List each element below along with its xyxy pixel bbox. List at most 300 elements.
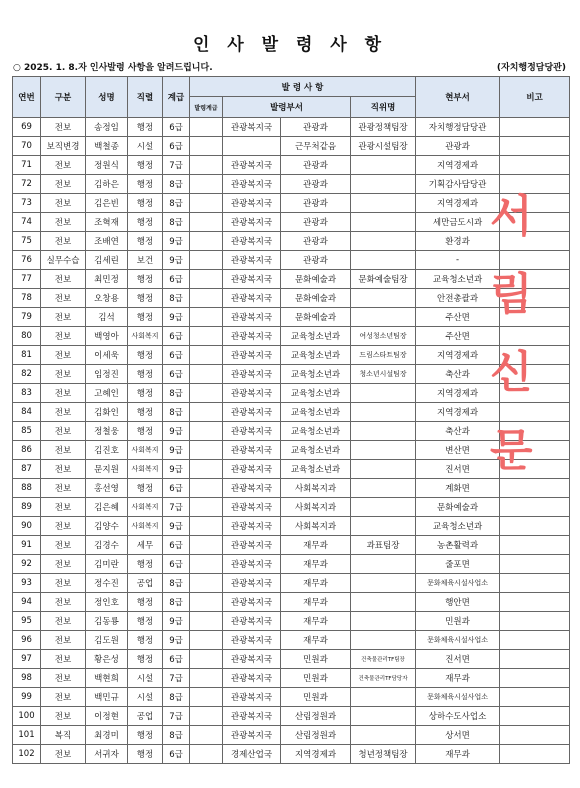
cell-order-grade xyxy=(190,194,223,213)
cell-order-bureau: 관광복지국 xyxy=(223,327,281,346)
cell-name: 김하은 xyxy=(86,175,128,194)
cell-no: 84 xyxy=(13,403,41,422)
cell-order-grade xyxy=(190,612,223,631)
cell-current: 주산면 xyxy=(416,308,500,327)
cell-order-grade xyxy=(190,707,223,726)
cell-name: 김동룡 xyxy=(86,612,128,631)
cell-no: 71 xyxy=(13,156,41,175)
cell-order-grade xyxy=(190,460,223,479)
cell-order-grade xyxy=(190,422,223,441)
cell-type: 보직변경 xyxy=(41,137,86,156)
cell-order-dept: 교육청소년과 xyxy=(281,441,351,460)
cell-current: 세만금도시과 xyxy=(416,213,500,232)
cell-note xyxy=(500,137,570,156)
cell-order-grade xyxy=(190,137,223,156)
header-note: 비고 xyxy=(500,77,570,118)
watermark-char: 림 xyxy=(490,269,533,320)
cell-current: 변산면 xyxy=(416,441,500,460)
cell-order-dept: 관광과 xyxy=(281,194,351,213)
cell-position xyxy=(351,479,416,498)
cell-order-bureau: 관광복지국 xyxy=(223,707,281,726)
cell-order-grade xyxy=(190,574,223,593)
cell-order-grade xyxy=(190,251,223,270)
cell-current: 지역경제과 xyxy=(416,194,500,213)
cell-order-bureau: 관광복지국 xyxy=(223,460,281,479)
header-order: 발 령 사 항 xyxy=(190,77,416,97)
cell-job: 행정 xyxy=(128,403,163,422)
table-row xyxy=(13,536,570,555)
cell-grade: 8급 xyxy=(163,213,190,232)
cell-order-dept: 교육청소년과 xyxy=(281,327,351,346)
cell-name: 문지원 xyxy=(86,460,128,479)
cell-type: 전보 xyxy=(41,745,86,764)
cell-no: 98 xyxy=(13,669,41,688)
cell-type: 전보 xyxy=(41,650,86,669)
cell-name: 서귀자 xyxy=(86,745,128,764)
cell-order-grade xyxy=(190,232,223,251)
cell-order-dept: 민원과 xyxy=(281,669,351,688)
cell-no: 99 xyxy=(13,688,41,707)
cell-job: 행정 xyxy=(128,213,163,232)
cell-grade: 6급 xyxy=(163,118,190,137)
cell-no: 100 xyxy=(13,707,41,726)
cell-no: 73 xyxy=(13,194,41,213)
cell-no: 78 xyxy=(13,289,41,308)
cell-grade: 8급 xyxy=(163,726,190,745)
watermark-char: 서 xyxy=(490,191,533,242)
cell-position xyxy=(351,289,416,308)
cell-order-dept: 산림정원과 xyxy=(281,726,351,745)
cell-job: 시설 xyxy=(128,688,163,707)
cell-grade: 6급 xyxy=(163,137,190,156)
cell-type: 전보 xyxy=(41,707,86,726)
cell-position xyxy=(351,593,416,612)
cell-order-grade xyxy=(190,688,223,707)
cell-position xyxy=(351,213,416,232)
cell-grade: 6급 xyxy=(163,536,190,555)
cell-job: 행정 xyxy=(128,593,163,612)
table-row xyxy=(13,593,570,612)
cell-name: 백철종 xyxy=(86,137,128,156)
cell-position xyxy=(351,251,416,270)
table-row xyxy=(13,422,570,441)
table-row xyxy=(13,555,570,574)
cell-order-grade xyxy=(190,517,223,536)
cell-current: 안전총괄과 xyxy=(416,289,500,308)
cell-order-dept: 재무과 xyxy=(281,593,351,612)
page-title: 인 사 발 령 사 항 xyxy=(192,35,388,55)
cell-position xyxy=(351,441,416,460)
cell-position xyxy=(351,612,416,631)
cell-order-bureau: 관광복지국 xyxy=(223,555,281,574)
cell-grade: 9급 xyxy=(163,232,190,251)
cell-type: 전보 xyxy=(41,346,86,365)
cell-current: 축산과 xyxy=(416,365,500,384)
cell-no: 90 xyxy=(13,517,41,536)
cell-no: 93 xyxy=(13,574,41,593)
cell-order-bureau: 관광복지국 xyxy=(223,346,281,365)
cell-position: 드림스타트팀장 xyxy=(351,346,416,365)
cell-order-dept: 교육청소년과 xyxy=(281,346,351,365)
cell-grade: 8급 xyxy=(163,175,190,194)
cell-job: 행정 xyxy=(128,479,163,498)
cell-order-bureau: 관광복지국 xyxy=(223,536,281,555)
cell-grade: 6급 xyxy=(163,745,190,764)
cell-name: 김경수 xyxy=(86,536,128,555)
cell-note xyxy=(500,118,570,137)
cell-grade: 6급 xyxy=(163,555,190,574)
cell-current: 교육청소년과 xyxy=(416,270,500,289)
table-row xyxy=(13,194,570,213)
cell-job: 행정 xyxy=(128,308,163,327)
cell-position xyxy=(351,631,416,650)
cell-job: 행정 xyxy=(128,384,163,403)
cell-order-grade xyxy=(190,270,223,289)
watermark-char: 신 xyxy=(490,347,533,398)
cell-current: 줄포면 xyxy=(416,555,500,574)
cell-type: 전보 xyxy=(41,555,86,574)
cell-current: 지역경제과 xyxy=(416,403,500,422)
table-row xyxy=(13,574,570,593)
cell-job: 공업 xyxy=(128,574,163,593)
table-row xyxy=(13,384,570,403)
cell-type: 전보 xyxy=(41,460,86,479)
cell-no: 97 xyxy=(13,650,41,669)
cell-order-grade xyxy=(190,384,223,403)
cell-order-grade xyxy=(190,175,223,194)
cell-order-bureau: 관광복지국 xyxy=(223,688,281,707)
cell-job: 행정 xyxy=(128,175,163,194)
cell-no: 76 xyxy=(13,251,41,270)
cell-position xyxy=(351,156,416,175)
header-name: 성명 xyxy=(86,77,128,118)
cell-job: 사회복지 xyxy=(128,517,163,536)
cell-grade: 9급 xyxy=(163,631,190,650)
cell-current: 지역경제과 xyxy=(416,346,500,365)
cell-name: 김화인 xyxy=(86,403,128,422)
cell-current: 상서면 xyxy=(416,726,500,745)
cell-order-grade xyxy=(190,536,223,555)
table-row xyxy=(13,137,570,156)
cell-no: 102 xyxy=(13,745,41,764)
table-row xyxy=(13,156,570,175)
cell-order-dept: 관광과 xyxy=(281,213,351,232)
cell-grade: 9급 xyxy=(163,251,190,270)
table-row xyxy=(13,365,570,384)
cell-grade: 9급 xyxy=(163,612,190,631)
cell-note xyxy=(500,669,570,688)
cell-no: 79 xyxy=(13,308,41,327)
cell-name: 고혜인 xyxy=(86,384,128,403)
cell-current: 문화체육시설사업소 xyxy=(416,631,500,650)
table-row xyxy=(13,213,570,232)
cell-order-grade xyxy=(190,118,223,137)
cell-type: 전보 xyxy=(41,327,86,346)
cell-order-grade xyxy=(190,593,223,612)
cell-order-grade xyxy=(190,726,223,745)
cell-order-dept: 관광과 xyxy=(281,175,351,194)
cell-order-dept: 재무과 xyxy=(281,631,351,650)
cell-no: 94 xyxy=(13,593,41,612)
table-row xyxy=(13,726,570,745)
table-row xyxy=(13,346,570,365)
cell-no: 89 xyxy=(13,498,41,517)
cell-order-bureau: 관광복지국 xyxy=(223,403,281,422)
cell-order-bureau: 관광복지국 xyxy=(223,175,281,194)
table-row xyxy=(13,631,570,650)
cell-grade: 7급 xyxy=(163,707,190,726)
table-row xyxy=(13,308,570,327)
cell-name: 백영아 xyxy=(86,327,128,346)
cell-order-dept: 관광과 xyxy=(281,156,351,175)
cell-name: 김은혜 xyxy=(86,498,128,517)
cell-order-dept: 문화예술과 xyxy=(281,308,351,327)
cell-job: 행정 xyxy=(128,612,163,631)
cell-job: 행정 xyxy=(128,650,163,669)
cell-type: 전보 xyxy=(41,175,86,194)
cell-position xyxy=(351,384,416,403)
cell-name: 정철웅 xyxy=(86,422,128,441)
cell-name: 이정현 xyxy=(86,707,128,726)
cell-order-dept: 교육청소년과 xyxy=(281,365,351,384)
cell-note xyxy=(500,631,570,650)
cell-name: 백현희 xyxy=(86,669,128,688)
cell-type: 전보 xyxy=(41,213,86,232)
cell-job: 사회복지 xyxy=(128,441,163,460)
cell-type: 전보 xyxy=(41,479,86,498)
cell-type: 전보 xyxy=(41,498,86,517)
cell-current: - xyxy=(416,251,500,270)
cell-order-bureau: 관광복지국 xyxy=(223,270,281,289)
cell-order-grade xyxy=(190,745,223,764)
cell-grade: 6급 xyxy=(163,365,190,384)
cell-position xyxy=(351,707,416,726)
cell-grade: 8급 xyxy=(163,403,190,422)
cell-order-dept: 재무과 xyxy=(281,536,351,555)
cell-order-grade xyxy=(190,631,223,650)
cell-type: 전보 xyxy=(41,593,86,612)
cell-grade: 8급 xyxy=(163,289,190,308)
cell-type: 전보 xyxy=(41,536,86,555)
table-row xyxy=(13,650,570,669)
cell-order-dept: 근무처같음 xyxy=(281,137,351,156)
cell-position xyxy=(351,460,416,479)
cell-job: 행정 xyxy=(128,555,163,574)
cell-no: 86 xyxy=(13,441,41,460)
cell-order-dept: 재무과 xyxy=(281,555,351,574)
cell-order-bureau: 관광복지국 xyxy=(223,213,281,232)
header-order-dept: 발령부서 xyxy=(223,97,351,118)
cell-name: 오창용 xyxy=(86,289,128,308)
cell-note xyxy=(500,707,570,726)
cell-current: 문화체육시설사업소 xyxy=(416,574,500,593)
cell-grade: 6급 xyxy=(163,270,190,289)
cell-job: 사회복지 xyxy=(128,327,163,346)
cell-name: 조배연 xyxy=(86,232,128,251)
cell-position xyxy=(351,688,416,707)
personnel-table xyxy=(12,76,570,764)
cell-type: 전보 xyxy=(41,308,86,327)
cell-name: 최경미 xyxy=(86,726,128,745)
cell-job: 행정 xyxy=(128,232,163,251)
cell-grade: 9급 xyxy=(163,460,190,479)
cell-current: 계화면 xyxy=(416,479,500,498)
table-row xyxy=(13,688,570,707)
table-row xyxy=(13,289,570,308)
cell-grade: 7급 xyxy=(163,498,190,517)
cell-name: 이세욱 xyxy=(86,346,128,365)
cell-order-dept: 문화예술과 xyxy=(281,270,351,289)
table-row xyxy=(13,479,570,498)
cell-order-dept: 산림정원과 xyxy=(281,707,351,726)
cell-note xyxy=(500,650,570,669)
cell-current: 행안면 xyxy=(416,593,500,612)
cell-type: 전보 xyxy=(41,669,86,688)
table-row xyxy=(13,175,570,194)
cell-position xyxy=(351,403,416,422)
cell-current: 재무과 xyxy=(416,745,500,764)
cell-order-bureau: 관광복지국 xyxy=(223,498,281,517)
cell-grade: 9급 xyxy=(163,441,190,460)
cell-current: 민원과 xyxy=(416,612,500,631)
cell-position xyxy=(351,232,416,251)
cell-grade: 9급 xyxy=(163,422,190,441)
cell-job: 보건 xyxy=(128,251,163,270)
cell-order-bureau: 관광복지국 xyxy=(223,517,281,536)
cell-current: 주산면 xyxy=(416,327,500,346)
cell-no: 75 xyxy=(13,232,41,251)
watermark-char: 문 xyxy=(490,425,533,476)
cell-order-dept: 민원과 xyxy=(281,688,351,707)
cell-current: 농촌활력과 xyxy=(416,536,500,555)
cell-no: 80 xyxy=(13,327,41,346)
cell-position: 청소년시설팀장 xyxy=(351,365,416,384)
cell-order-grade xyxy=(190,327,223,346)
table-row xyxy=(13,517,570,536)
cell-position xyxy=(351,555,416,574)
cell-no: 85 xyxy=(13,422,41,441)
cell-position: 건축물관리TF팀장 xyxy=(351,650,416,669)
cell-order-grade xyxy=(190,156,223,175)
cell-no: 82 xyxy=(13,365,41,384)
cell-no: 96 xyxy=(13,631,41,650)
cell-name: 김양수 xyxy=(86,517,128,536)
cell-current: 자치행정담당관 xyxy=(416,118,500,137)
cell-order-dept: 관광과 xyxy=(281,232,351,251)
cell-type: 전보 xyxy=(41,441,86,460)
cell-type: 실무수습 xyxy=(41,251,86,270)
cell-name: 김은빈 xyxy=(86,194,128,213)
cell-position: 관광시설팀장 xyxy=(351,137,416,156)
cell-name: 임정진 xyxy=(86,365,128,384)
cell-job: 시설 xyxy=(128,137,163,156)
cell-grade: 9급 xyxy=(163,308,190,327)
table-row xyxy=(13,118,570,137)
cell-type: 전보 xyxy=(41,270,86,289)
cell-job: 행정 xyxy=(128,631,163,650)
cell-note xyxy=(500,536,570,555)
cell-current: 문화체육시설사업소 xyxy=(416,688,500,707)
cell-order-grade xyxy=(190,308,223,327)
cell-type: 전보 xyxy=(41,517,86,536)
cell-no: 74 xyxy=(13,213,41,232)
cell-grade: 6급 xyxy=(163,327,190,346)
cell-order-grade xyxy=(190,441,223,460)
cell-order-grade xyxy=(190,213,223,232)
cell-type: 전보 xyxy=(41,403,86,422)
cell-name: 조혁재 xyxy=(86,213,128,232)
cell-name: 백민규 xyxy=(86,688,128,707)
cell-job: 행정 xyxy=(128,156,163,175)
cell-current: 교육청소년과 xyxy=(416,517,500,536)
cell-job: 행정 xyxy=(128,726,163,745)
cell-current: 관광과 xyxy=(416,137,500,156)
cell-no: 95 xyxy=(13,612,41,631)
cell-position xyxy=(351,422,416,441)
cell-current: 지역경제과 xyxy=(416,156,500,175)
cell-position: 청년정책팀장 xyxy=(351,745,416,764)
table-row xyxy=(13,270,570,289)
cell-grade: 6급 xyxy=(163,346,190,365)
cell-position xyxy=(351,517,416,536)
table-row xyxy=(13,745,570,764)
cell-type: 전보 xyxy=(41,289,86,308)
cell-job: 행정 xyxy=(128,270,163,289)
cell-order-grade xyxy=(190,498,223,517)
cell-note xyxy=(500,479,570,498)
cell-name: 김미란 xyxy=(86,555,128,574)
cell-position xyxy=(351,574,416,593)
cell-grade: 9급 xyxy=(163,517,190,536)
cell-name: 홍선영 xyxy=(86,479,128,498)
cell-order-dept: 민원과 xyxy=(281,650,351,669)
cell-order-bureau: 관광복지국 xyxy=(223,156,281,175)
cell-order-bureau: 관광복지국 xyxy=(223,631,281,650)
cell-order-grade xyxy=(190,555,223,574)
cell-type: 전보 xyxy=(41,156,86,175)
cell-job: 사회복지 xyxy=(128,460,163,479)
cell-note xyxy=(500,574,570,593)
department-label: (자치행정담당관) xyxy=(496,63,566,73)
cell-current: 재무과 xyxy=(416,669,500,688)
cell-order-bureau: 관광복지국 xyxy=(223,574,281,593)
cell-order-dept: 재무과 xyxy=(281,612,351,631)
cell-no: 72 xyxy=(13,175,41,194)
cell-order-bureau: 관광복지국 xyxy=(223,441,281,460)
cell-type: 전보 xyxy=(41,194,86,213)
cell-no: 92 xyxy=(13,555,41,574)
cell-order-dept: 문화예술과 xyxy=(281,289,351,308)
cell-no: 101 xyxy=(13,726,41,745)
cell-current: 지역경제과 xyxy=(416,384,500,403)
cell-type: 전보 xyxy=(41,631,86,650)
cell-grade: 8급 xyxy=(163,688,190,707)
cell-order-bureau: 경제산업국 xyxy=(223,745,281,764)
cell-order-bureau: 관광복지국 xyxy=(223,118,281,137)
cell-job: 행정 xyxy=(128,194,163,213)
header-no: 연번 xyxy=(13,77,41,118)
header-grade: 계급 xyxy=(163,77,190,118)
cell-order-bureau: 관광복지국 xyxy=(223,669,281,688)
cell-current: 문화예술과 xyxy=(416,498,500,517)
header-order-grade: 발령계급 xyxy=(190,97,223,118)
table-row xyxy=(13,441,570,460)
cell-type: 전보 xyxy=(41,232,86,251)
cell-order-dept: 사회복지과 xyxy=(281,517,351,536)
cell-name: 최민정 xyxy=(86,270,128,289)
cell-order-bureau: 관광복지국 xyxy=(223,726,281,745)
cell-no: 91 xyxy=(13,536,41,555)
